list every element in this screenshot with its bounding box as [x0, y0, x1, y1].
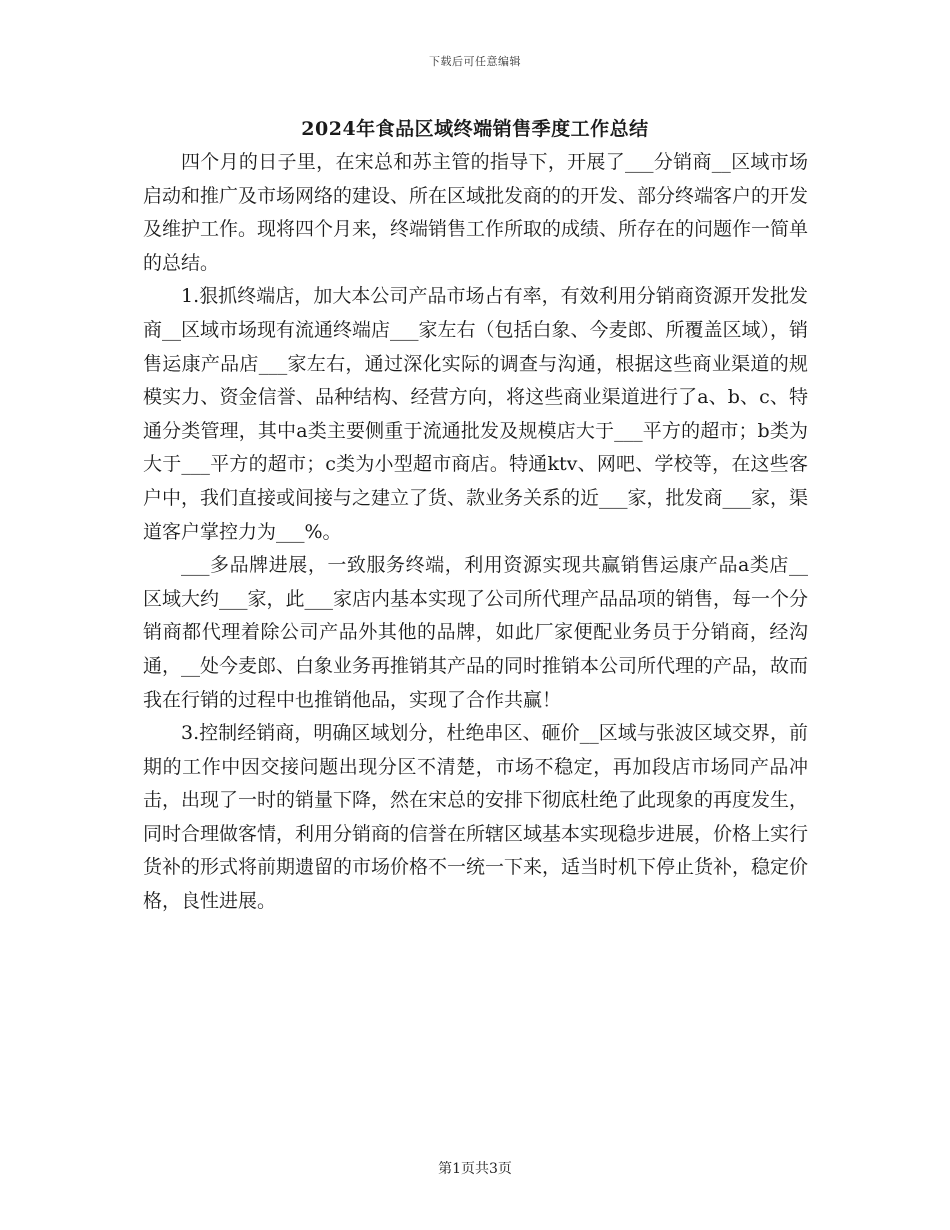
paragraph-distributor-control: 3.控制经销商，明确区域划分，杜绝串区、砸价__区域与张波区域交界，前期的工作中因交接问题出现分区不清楚，市场不稳定，再加段店市场同产品冲击，出现了一时的销量下降，然在宋总的安排下彻底杜绝了此现象的再度发生，同时合理做客情，利用分销商的信誉在所辖区域基本实现稳步进展，价格上实行货补的形式将前期遗留的市场价格不一统一下来，适当时机下停止货补，稳定价格，良性进展。 — [143, 722, 809, 913]
paragraph-multi-brand: ___多品牌进展，一致服务终端，利用资源实现共赢销售运康产品a类店__区域大约___家，此___家店内基本实现了公司所代理产品品项的销售，每一个分销商都代理着除公司产品外其他的品牌，如此厂家便配业务员于分销商，经沟通，__处今麦郎、白象业务再推销其产品的同时推销本公司所代理的产品，故而我在行销的过程中也推销他品，实现了合作共赢！ — [143, 554, 809, 711]
document-body — [143, 146, 808, 919]
header-note: 下载后可任意编辑 — [429, 55, 521, 68]
paragraph-terminal-stores: 1.狠抓终端店，加大本公司产品市场占有率，有效利用分销商资源开发批发商__区域市场现有流通终端店___家左右（包括白象、今麦郎、所覆盖区域），销售运康产品店___家左右，通过深化实际的调查与沟通，根据这些商业渠道的规模实力、资金信誉、品种结构、经营方向，将这些商业渠道进行了a、b、c、特通分类管理，其中a类主要侧重于流通批发及规模店大于___平方的超市；b类为大于___平方的超市；c类为小型超市商店。特通ktv、网吧、学校等，在这些客户中，我们直接或间接与之建立了货、款业务关系的近___家，批发商___家，渠道客户掌控力为___%。 — [143, 285, 809, 543]
paragraph-intro: 四个月的日子里，在宋总和苏主管的指导下，开展了___分销商__区域市场启动和推广及市场网络的建设、所在区域批发商的的开发、部分终端客户的开发及维护工作。现将四个月来，终端销售工作所取的成绩、所存在的问题作一简单的总结。 — [143, 151, 809, 274]
page-number-footer: 第1页共3页 — [438, 1161, 512, 1177]
document-title: 2024年食品区域终端销售季度工作总结 — [301, 118, 649, 140]
